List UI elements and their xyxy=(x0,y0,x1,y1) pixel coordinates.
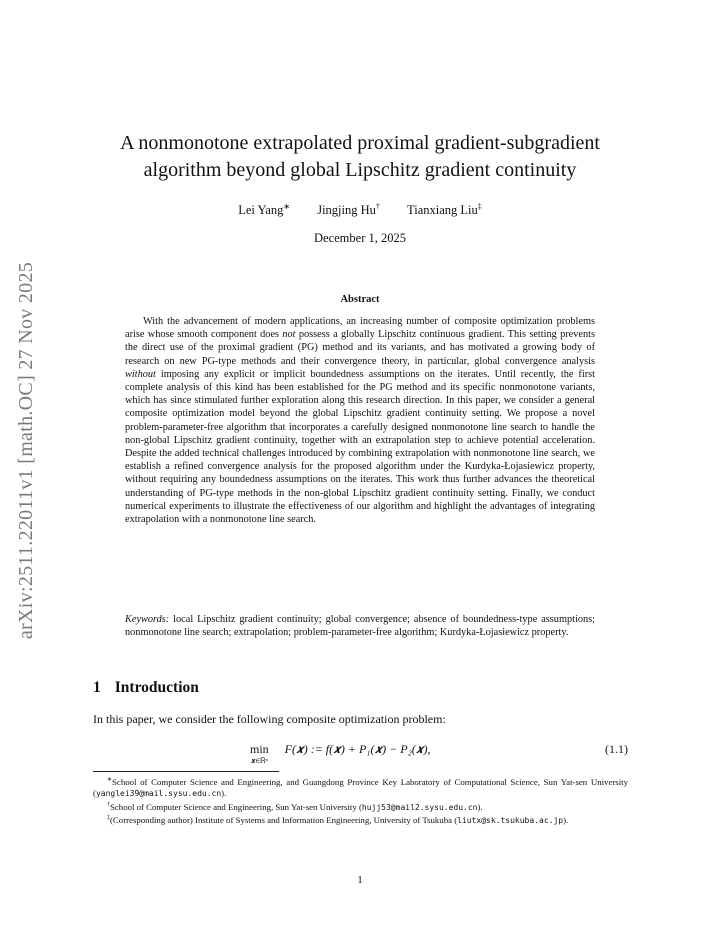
page-number: 1 xyxy=(357,874,363,886)
keywords xyxy=(125,613,595,639)
abstract-body: With the advancement of modern applications, an increasing number of composite optimization problems arise whose smooth component does not possess a globally Lipschitz continuous gradient. This setting prevents the direct use of the proximal gradient (PG) method and its variants, and has motivated a growing body of research on new PG-type methods and their convergence theory, in particular, global convergence analysis without imposing any explicit or implicit boundedness assumptions on the iterates. Until recently, the first complete analysis of this kind has been established for the PG method and its specific nonmonotone variants, which has since stimulated further exploration along this research direction. In this paper, we consider a general composite optimization model beyond the global Lipschitz gradient continuity setting. We propose a novel problem-parameter-free algorithm that incorporates a carefully designed nonmonotone line search to handle the non-global Lipschitz gradient continuity, together with an extrapolation step to achieve potential acceleration. Despite the added technical challenges introduced by combining extrapolation with nonmonotone line search, we establish a refined convergence analysis for the proposed algorithm under the Kurdyka-Łojasiewicz property, without requiring any boundedness assumptions on the iterates. This work thus further advances the theoretical understanding of PG-type methods in the non-global Lipschitz gradient continuity setting. Finally, we conduct numerical experiments to illustrate the effectiveness of our algorithm and highlight the advantages of integrating extrapolation with a nonmonotone line search. xyxy=(125,316,595,526)
abstract-heading: Abstract xyxy=(340,294,380,305)
keywords-list: local Lipschitz gradient continuity; global convergence; absence of boundedness-type assumptions; nonmonotone line search; extrapolation; problem-parameter-free algorithm; Kurdyka-Łojasiewicz property. xyxy=(125,614,595,639)
equation-min-operator: min 𝒙∈ℝⁿ xyxy=(250,742,269,765)
email-link[interactable]: liutx@sk.tsukuba.ac.jp xyxy=(457,815,564,825)
equation-number: (1.1) xyxy=(605,742,628,756)
paper-title xyxy=(90,130,630,184)
section-number: 1 xyxy=(93,679,101,696)
section-title: Introduction xyxy=(114,679,199,696)
author-1: Lei Yang∗ xyxy=(238,202,291,218)
title-line-2: algorithm beyond global Lipschitz gradient continuity xyxy=(143,159,577,181)
author-2: Jingjing Hu† xyxy=(317,202,380,218)
section-heading xyxy=(93,679,199,697)
email-link[interactable]: hujj53@mail2.sysu.edu.cn xyxy=(361,802,478,812)
email-link[interactable]: yanglei39@mail.sysu.edu.cn xyxy=(95,789,222,799)
footnote-2: †School of Computer Science and Engineering, Sun Yat-sen University (hujj53@mail2.sysu.edu.cn). xyxy=(107,801,483,812)
title-line-1: A nonmonotone extrapolated proximal gradient-subgradient xyxy=(120,132,600,154)
arxiv-identifier: arXiv:2511.22011v1 [math.OC] 27 Nov 2025 xyxy=(15,261,38,639)
arxiv-watermark xyxy=(2,240,52,660)
footnote-1: ∗School of Computer Science and Engineering, and Guangdong Province Key Laboratory of Computational Science, Sun Yat-sen University (yanglei39@mail.sysu.edu.cn). xyxy=(93,776,628,799)
equation-body: F(𝒙) := f(𝒙) + P₁(𝒙) − P₂(𝒙), xyxy=(284,742,431,756)
intro-paragraph: In this paper, we consider the following composite optimization problem: xyxy=(93,712,446,726)
equation-1-1 xyxy=(250,742,430,765)
publication-date: December 1, 2025 xyxy=(314,231,406,245)
footnotes xyxy=(93,775,628,826)
footnote-rule xyxy=(93,771,279,772)
keywords-label: Keywords: xyxy=(125,614,170,625)
footnote-3: ‡(Corresponding author) Institute of Systems and Information Engineering, University of Tsukuba (liutx@sk.tsukuba.ac.jp). xyxy=(107,814,569,825)
author-3: Tianxiang Liu‡ xyxy=(407,202,482,218)
author-list xyxy=(90,202,630,218)
